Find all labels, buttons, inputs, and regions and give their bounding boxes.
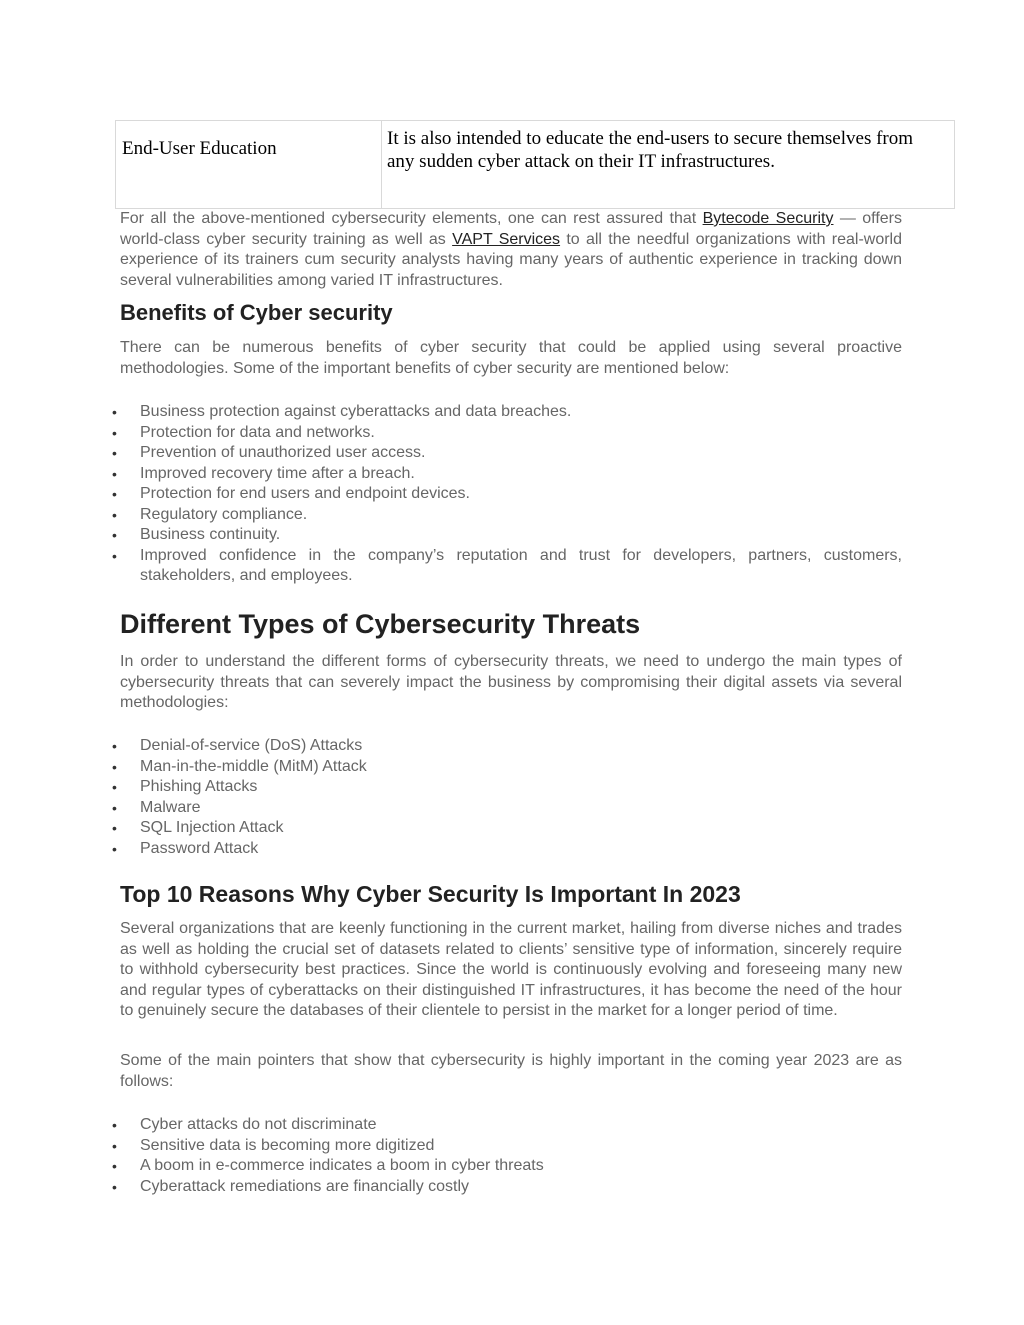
list-item: • Phishing Attacks (0, 777, 902, 798)
list-item: • Cyber attacks do not discriminate (0, 1115, 902, 1136)
intro-text-pre: For all the above-mentioned cybersecurity elements, one can rest assured that (120, 210, 703, 227)
list-item: • Regulatory compliance. (0, 505, 902, 526)
bytecode-security-link[interactable]: Bytecode Security (702, 210, 834, 227)
vapt-services-link[interactable]: VAPT Services (452, 230, 561, 248)
benefits-list (0, 402, 902, 587)
list-item: • Improved recovery time after a breach. (0, 464, 902, 485)
intro-text-post: to all the needful organizations with real-world experience of its trainers cum security analysts having many years of authentic experience in tracking down several vulnerabilities among varied IT infrastructures. (120, 230, 903, 289)
intro-text-mid: — offers world-class cyber security training as well as (120, 210, 902, 248)
list-item: • Sensitive data is becoming more digitized (0, 1136, 902, 1157)
reasons-heading: Top 10 Reasons Why Cyber Security Is Important In 2023 (120, 881, 741, 907)
threats-paragraph: In order to understand the different forms of cybersecurity threats, we need to undergo the main types of cybersecurity threats that can severely impact the business by compromising their digital assets via several methodologies: (120, 653, 902, 711)
list-item: • Cyberattack remediations are financially costly (0, 1177, 902, 1198)
benefits-paragraph: There can be numerous benefits of cyber security that could be applied using several proactive methodologies. Some of the important benefits of cyber security are mentioned below: (120, 339, 902, 377)
table-row (116, 121, 955, 209)
list-item: • Protection for end users and endpoint devices. (0, 484, 902, 505)
benefits-heading: Benefits of Cyber security (120, 300, 393, 325)
table-cell-description: It is also intended to educate the end-users to secure themselves from any sudden cyber attack on their IT infrastructures. (382, 121, 955, 209)
list-item: • Business continuity. (0, 525, 902, 546)
reasons-list (0, 1115, 902, 1197)
reasons-paragraph-1: Several organizations that are keenly functioning in the current market, hailing from diverse niches and trades as well as holding the crucial set of datasets related to clients’ sensitive type of information, sincerely require to withhold cybersecurity best practices. Since the world is continuously evolving and foreseeing many new and regular types of cyberattacks on their distinguished IT infrastructures, it has become the need of the hour to genuinely secure the databases of their clientele to persist in the market for a longer period of time. (120, 920, 902, 1019)
list-item: • Malware (0, 798, 902, 819)
elements-table (115, 120, 955, 209)
reasons-paragraph-2: Some of the main pointers that show that cybersecurity is highly important in the coming year 2023 are as follows: (120, 1052, 902, 1090)
list-item: • Password Attack (0, 839, 902, 860)
threats-heading: Different Types of Cybersecurity Threats (120, 609, 641, 639)
list-item: • Prevention of unauthorized user access. (0, 443, 902, 464)
intro-paragraph (120, 209, 902, 291)
list-item: • A boom in e-commerce indicates a boom in cyber threats (0, 1156, 902, 1177)
threats-list (0, 736, 902, 859)
list-item: • SQL Injection Attack (0, 818, 902, 839)
list-item: • Improved confidence in the company’s reputation and trust for developers, partners, customers, stakeholders, and employees. (0, 546, 902, 587)
list-item: • Man-in-the-middle (MitM) Attack (0, 757, 902, 778)
table-cell-label: End-User Education (116, 121, 382, 209)
list-item: • Protection for data and networks. (0, 423, 902, 444)
list-item: • Denial-of-service (DoS) Attacks (0, 736, 902, 757)
list-item: • Business protection against cyberattacks and data breaches. (0, 402, 902, 423)
